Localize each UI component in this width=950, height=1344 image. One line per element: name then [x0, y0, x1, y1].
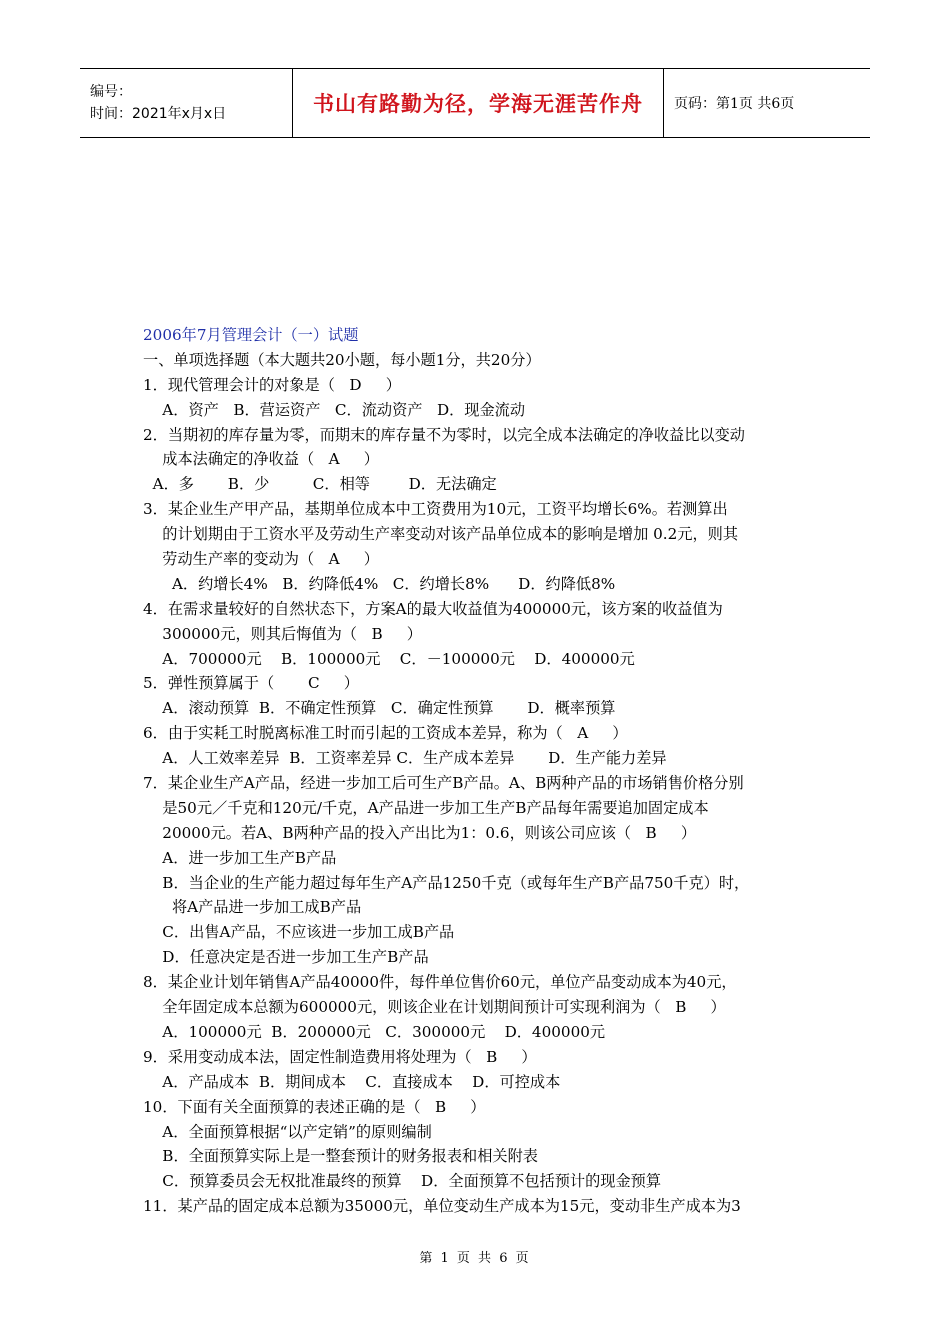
motto: 书山有路勤为径，学海无涯苦作舟 [313, 92, 643, 116]
header-page-code-cell [664, 69, 794, 137]
text-line: 11．某产品的固定成本总额为35000元，单位变动生产成本为15元，变动非生产成本为3 [143, 1197, 741, 1216]
text-line: 7．某企业生产A产品，经进一步加工后可生产B产品。A、B两种产品的市场销售价格分别 [143, 774, 744, 793]
exam-content [143, 323, 823, 1219]
time-label: 时间：2021年x月x日 [90, 106, 227, 122]
text-line: A．700000元 B．100000元 C．－100000元 D．400000元 [143, 649, 635, 668]
text-line: 10．下面有关全面预算的表述正确的是（ B ） [143, 1097, 486, 1116]
text-line: A．进一步加工生产B产品 [143, 848, 337, 867]
text-line: 5．弹性预算属于（ C ） [143, 674, 359, 693]
text-line: 1．现代管理会计的对象是（ D ） [143, 375, 401, 394]
text-line: 300000元，则其后悔值为（ B ） [143, 624, 422, 643]
text-line: A．人工效率差异 B．工资率差异 C．生产成本差异 D．生产能力差异 [143, 749, 667, 768]
text-line: 3．某企业生产甲产品，基期单位成本中工资费用为10元，工资平均增长6%。若测算出 [143, 500, 728, 519]
text-line: B．当企业的生产能力超过每年生产A产品1250千克（或每年生产B产品750千克）时， [143, 873, 750, 892]
text-line: D．任意决定是否进一步加工生产B产品 [143, 948, 429, 967]
text-line: C．出售A产品，不应该进一步加工成B产品 [143, 923, 455, 942]
page-footer: 第 1 页 共 6 页 [419, 1251, 531, 1266]
exam-title: 2006年7月管理会计（一）试题 [143, 326, 359, 344]
text-line: 劳动生产率的变动为（ A ） [143, 550, 379, 569]
text-line: A．100000元 B．200000元 C．300000元 D．400000元 [143, 1022, 606, 1041]
text-line: 是50元／千克和120元/千克，A产品进一步加工生产B产品每年需要追加固定成本 [143, 798, 709, 817]
text-line: 将A产品进一步加工成B产品 [143, 898, 362, 917]
section-heading: 一、单项选择题（本大题共20小题，每小题1分，共20分） [143, 350, 541, 369]
header-motto-cell [292, 69, 664, 137]
text-line: A．全面预算根据“以产定销”的原则编制 [143, 1122, 432, 1141]
page-code: 页码：第1页 共6页 [674, 96, 795, 112]
text-line: 2．当期初的库存量为零，而期末的库存量不为零时，以完全成本法确定的净收益比以变动 [143, 425, 745, 444]
text-line: 6．由于实耗工时脱离标准工时而引起的工资成本差异，称为（ A ） [143, 724, 628, 743]
text-line: C．预算委员会无权批准最终的预算 D．全面预算不包括预计的现金预算 [143, 1172, 662, 1191]
text-line: A．资产 B．营运资产 C．流动资产 D．现金流动 [143, 400, 526, 419]
text-line: 的计划期由于工资水平及劳动生产率变动对该产品单位成本的影响是增加 0.2元，则其 [143, 525, 739, 544]
text-line: 9．采用变动成本法，固定性制造费用将处理为（ B ） [143, 1047, 537, 1066]
text-line: 8．某企业计划年销售A产品40000件，每件单位售价60元，单位产品变动成本为40元， [143, 973, 737, 992]
text-line: A．多 B．少 C．相等 D．无法确定 [143, 475, 497, 494]
text-line: 4．在需求量较好的自然状态下，方案A的最大收益值为400000元，该方案的收益值为 [143, 599, 723, 618]
text-line: A．产品成本 B．期间成本 C．直接成本 D．可控成本 [143, 1072, 561, 1091]
text-line: B．全面预算实际上是一整套预计的财务报表和相关附表 [143, 1147, 538, 1166]
text-line: A．约增长4% B．约降低4% C．约增长8% D．约降低8% [143, 574, 616, 593]
text-line: 成本法确定的净收益（ A ） [143, 450, 379, 469]
number-label: 编号： [90, 84, 132, 100]
page-header [80, 68, 870, 138]
header-meta [80, 69, 292, 137]
text-line: 20000元。若A、B两种产品的投入产出比为1：0.6，则该公司应该（ B ） [143, 823, 697, 842]
text-line: 全年固定成本总额为600000元，则该企业在计划期间预计可实现利润为（ B ） [143, 998, 726, 1017]
text-line: A．滚动预算 B．不确定性预算 C．确定性预算 D．概率预算 [143, 699, 616, 718]
